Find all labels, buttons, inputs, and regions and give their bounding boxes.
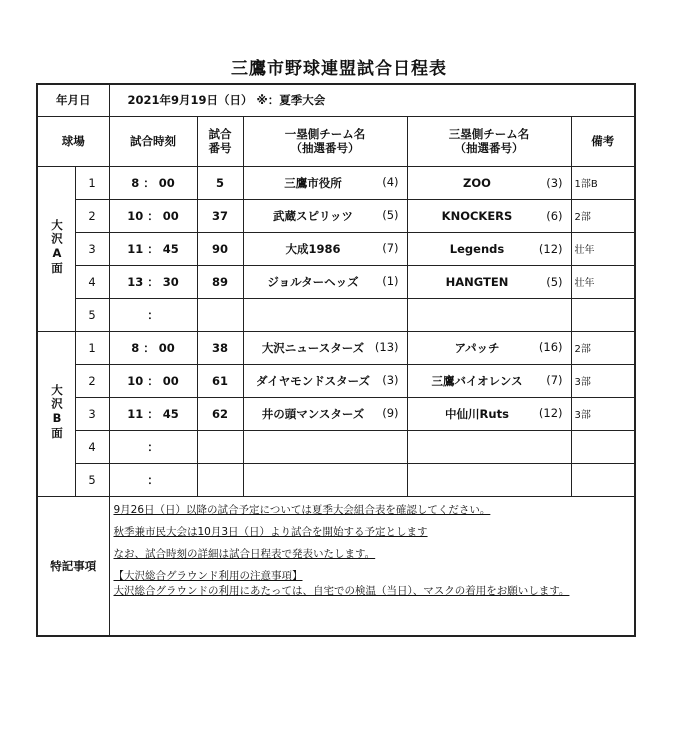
third-base-team — [407, 232, 571, 265]
third-team-name: ZOO — [463, 175, 491, 190]
first-team-name: ダイヤモンドスターズ — [255, 373, 371, 388]
game-number: 1 — [75, 331, 109, 364]
remark — [571, 463, 635, 496]
page-title: 三鷹市野球連盟試合日程表 — [231, 59, 447, 79]
game-number: 5 — [75, 298, 109, 331]
schedule-row — [37, 298, 635, 331]
third-base-team — [407, 298, 571, 331]
header-match-no: 試合 番号 — [197, 116, 243, 166]
date-value: 2021年9月19日（日） ※：夏季大会 — [109, 84, 635, 116]
game-time: 10 ： 00 — [109, 364, 197, 397]
header-third-base: 三塁側チーム名 （抽選番号） — [407, 116, 571, 166]
third-team-name: Legends — [449, 241, 505, 256]
header-first-base: 一塁側チーム名 （抽選番号） — [243, 116, 407, 166]
match-number: 90 — [197, 232, 243, 265]
match-number — [197, 430, 243, 463]
third-draw-number: (3) — [546, 175, 563, 190]
game-time: 8 ： 00 — [109, 166, 197, 199]
game-time: ： — [109, 298, 197, 331]
third-team-name: KNOCKERS — [441, 208, 513, 223]
first-team-name: 大成1986 — [285, 241, 341, 256]
note-line: 大沢総合グラウンドの利用にあたっては、自宅での検温（当日）、マスクの着用をお願いします。 — [113, 584, 570, 597]
schedule-table — [36, 83, 636, 637]
first-base-team — [243, 265, 407, 298]
note-line: 秋季兼市民大会は10月3日（日）より試合を開始する予定とします — [113, 525, 428, 538]
schedule-row — [37, 265, 635, 298]
third-base-team — [407, 397, 571, 430]
first-team-name: 井の頭マンスターズ — [261, 406, 365, 421]
header-ground: 球場 — [37, 116, 109, 166]
third-base-team — [407, 331, 571, 364]
notes-cell — [109, 496, 635, 636]
remark: 3部 — [571, 397, 635, 430]
header-row — [37, 116, 635, 166]
first-base-team — [243, 331, 407, 364]
schedule-row — [37, 166, 635, 199]
first-draw-number: (7) — [382, 240, 399, 255]
match-number — [197, 463, 243, 496]
third-base-team — [407, 199, 571, 232]
first-draw-number: (3) — [382, 372, 399, 387]
schedule-row — [37, 430, 635, 463]
third-base-team — [407, 430, 571, 463]
schedule-row — [37, 199, 635, 232]
remark: 3部 — [571, 364, 635, 397]
first-draw-number: (13) — [374, 339, 399, 354]
notes-row — [37, 496, 635, 636]
third-base-team — [407, 463, 571, 496]
remark — [571, 430, 635, 463]
third-base-team — [407, 364, 571, 397]
first-base-team — [243, 364, 407, 397]
first-base-team — [243, 298, 407, 331]
notes-label: 特記事項 — [37, 496, 109, 636]
schedule-row — [37, 397, 635, 430]
game-number: 4 — [75, 430, 109, 463]
first-base-team — [243, 430, 407, 463]
note-line: 【大沢総合グラウンド利用の注意事項】 — [113, 569, 303, 582]
remark — [571, 298, 635, 331]
game-number: 2 — [75, 199, 109, 232]
remark: 1部B — [571, 166, 635, 199]
game-time: 11 ： 45 — [109, 232, 197, 265]
third-draw-number: (6) — [546, 208, 563, 223]
date-label: 年月日 — [37, 84, 109, 116]
schedule-row — [37, 364, 635, 397]
ground-name: 大沢A面 — [37, 166, 75, 331]
third-draw-number: (12) — [538, 241, 563, 256]
third-draw-number: (5) — [546, 274, 563, 289]
note-line: 9月26日（日）以降の試合予定については夏季大会組合表を確認してください。 — [113, 503, 491, 516]
match-number — [197, 298, 243, 331]
game-time: 10 ： 00 — [109, 199, 197, 232]
first-draw-number: (5) — [382, 207, 399, 222]
schedule-row — [37, 331, 635, 364]
first-base-team — [243, 463, 407, 496]
ground-name: 大沢B面 — [37, 331, 75, 496]
first-base-team — [243, 166, 407, 199]
header-remarks: 備考 — [571, 116, 635, 166]
schedule-row — [37, 463, 635, 496]
schedule-row — [37, 232, 635, 265]
game-number: 1 — [75, 166, 109, 199]
remark: 2部 — [571, 199, 635, 232]
remark: 2部 — [571, 331, 635, 364]
game-time: ： — [109, 463, 197, 496]
match-number: 38 — [197, 331, 243, 364]
match-number: 62 — [197, 397, 243, 430]
remark: 壮年 — [571, 265, 635, 298]
date-row — [37, 84, 635, 116]
first-team-name: ジョルターヘッズ — [267, 274, 359, 289]
game-number: 5 — [75, 463, 109, 496]
third-team-name: 中仙川Ruts — [445, 406, 509, 421]
first-base-team — [243, 199, 407, 232]
match-number: 61 — [197, 364, 243, 397]
match-number: 89 — [197, 265, 243, 298]
third-team-name: 三鷹バイオレンス — [431, 373, 523, 388]
match-number: 5 — [197, 166, 243, 199]
game-number: 3 — [75, 397, 109, 430]
third-draw-number: (12) — [538, 405, 563, 420]
third-draw-number: (7) — [546, 372, 563, 387]
third-team-name: HANGTEN — [445, 274, 509, 289]
first-draw-number: (4) — [382, 174, 399, 189]
first-team-name: 三鷹市役所 — [284, 175, 342, 190]
game-time: ： — [109, 430, 197, 463]
third-base-team — [407, 166, 571, 199]
game-number: 4 — [75, 265, 109, 298]
remark: 壮年 — [571, 232, 635, 265]
game-time: 11 ： 45 — [109, 397, 197, 430]
first-team-name: 武蔵スピリッツ — [272, 208, 354, 223]
game-time: 8 ： 00 — [109, 331, 197, 364]
third-draw-number: (16) — [538, 339, 563, 354]
first-team-name: 大沢ニュースターズ — [261, 340, 365, 355]
first-draw-number: (1) — [382, 273, 399, 288]
third-base-team — [407, 265, 571, 298]
third-team-name: アパッチ — [454, 340, 500, 355]
first-base-team — [243, 232, 407, 265]
game-number: 2 — [75, 364, 109, 397]
game-time: 13 ： 30 — [109, 265, 197, 298]
first-draw-number: (9) — [382, 405, 399, 420]
game-number: 3 — [75, 232, 109, 265]
first-base-team — [243, 397, 407, 430]
match-number: 37 — [197, 199, 243, 232]
header-time: 試合時刻 — [109, 116, 197, 166]
note-line: なお、試合時刻の詳細は試合日程表で発表いたします。 — [113, 547, 376, 560]
